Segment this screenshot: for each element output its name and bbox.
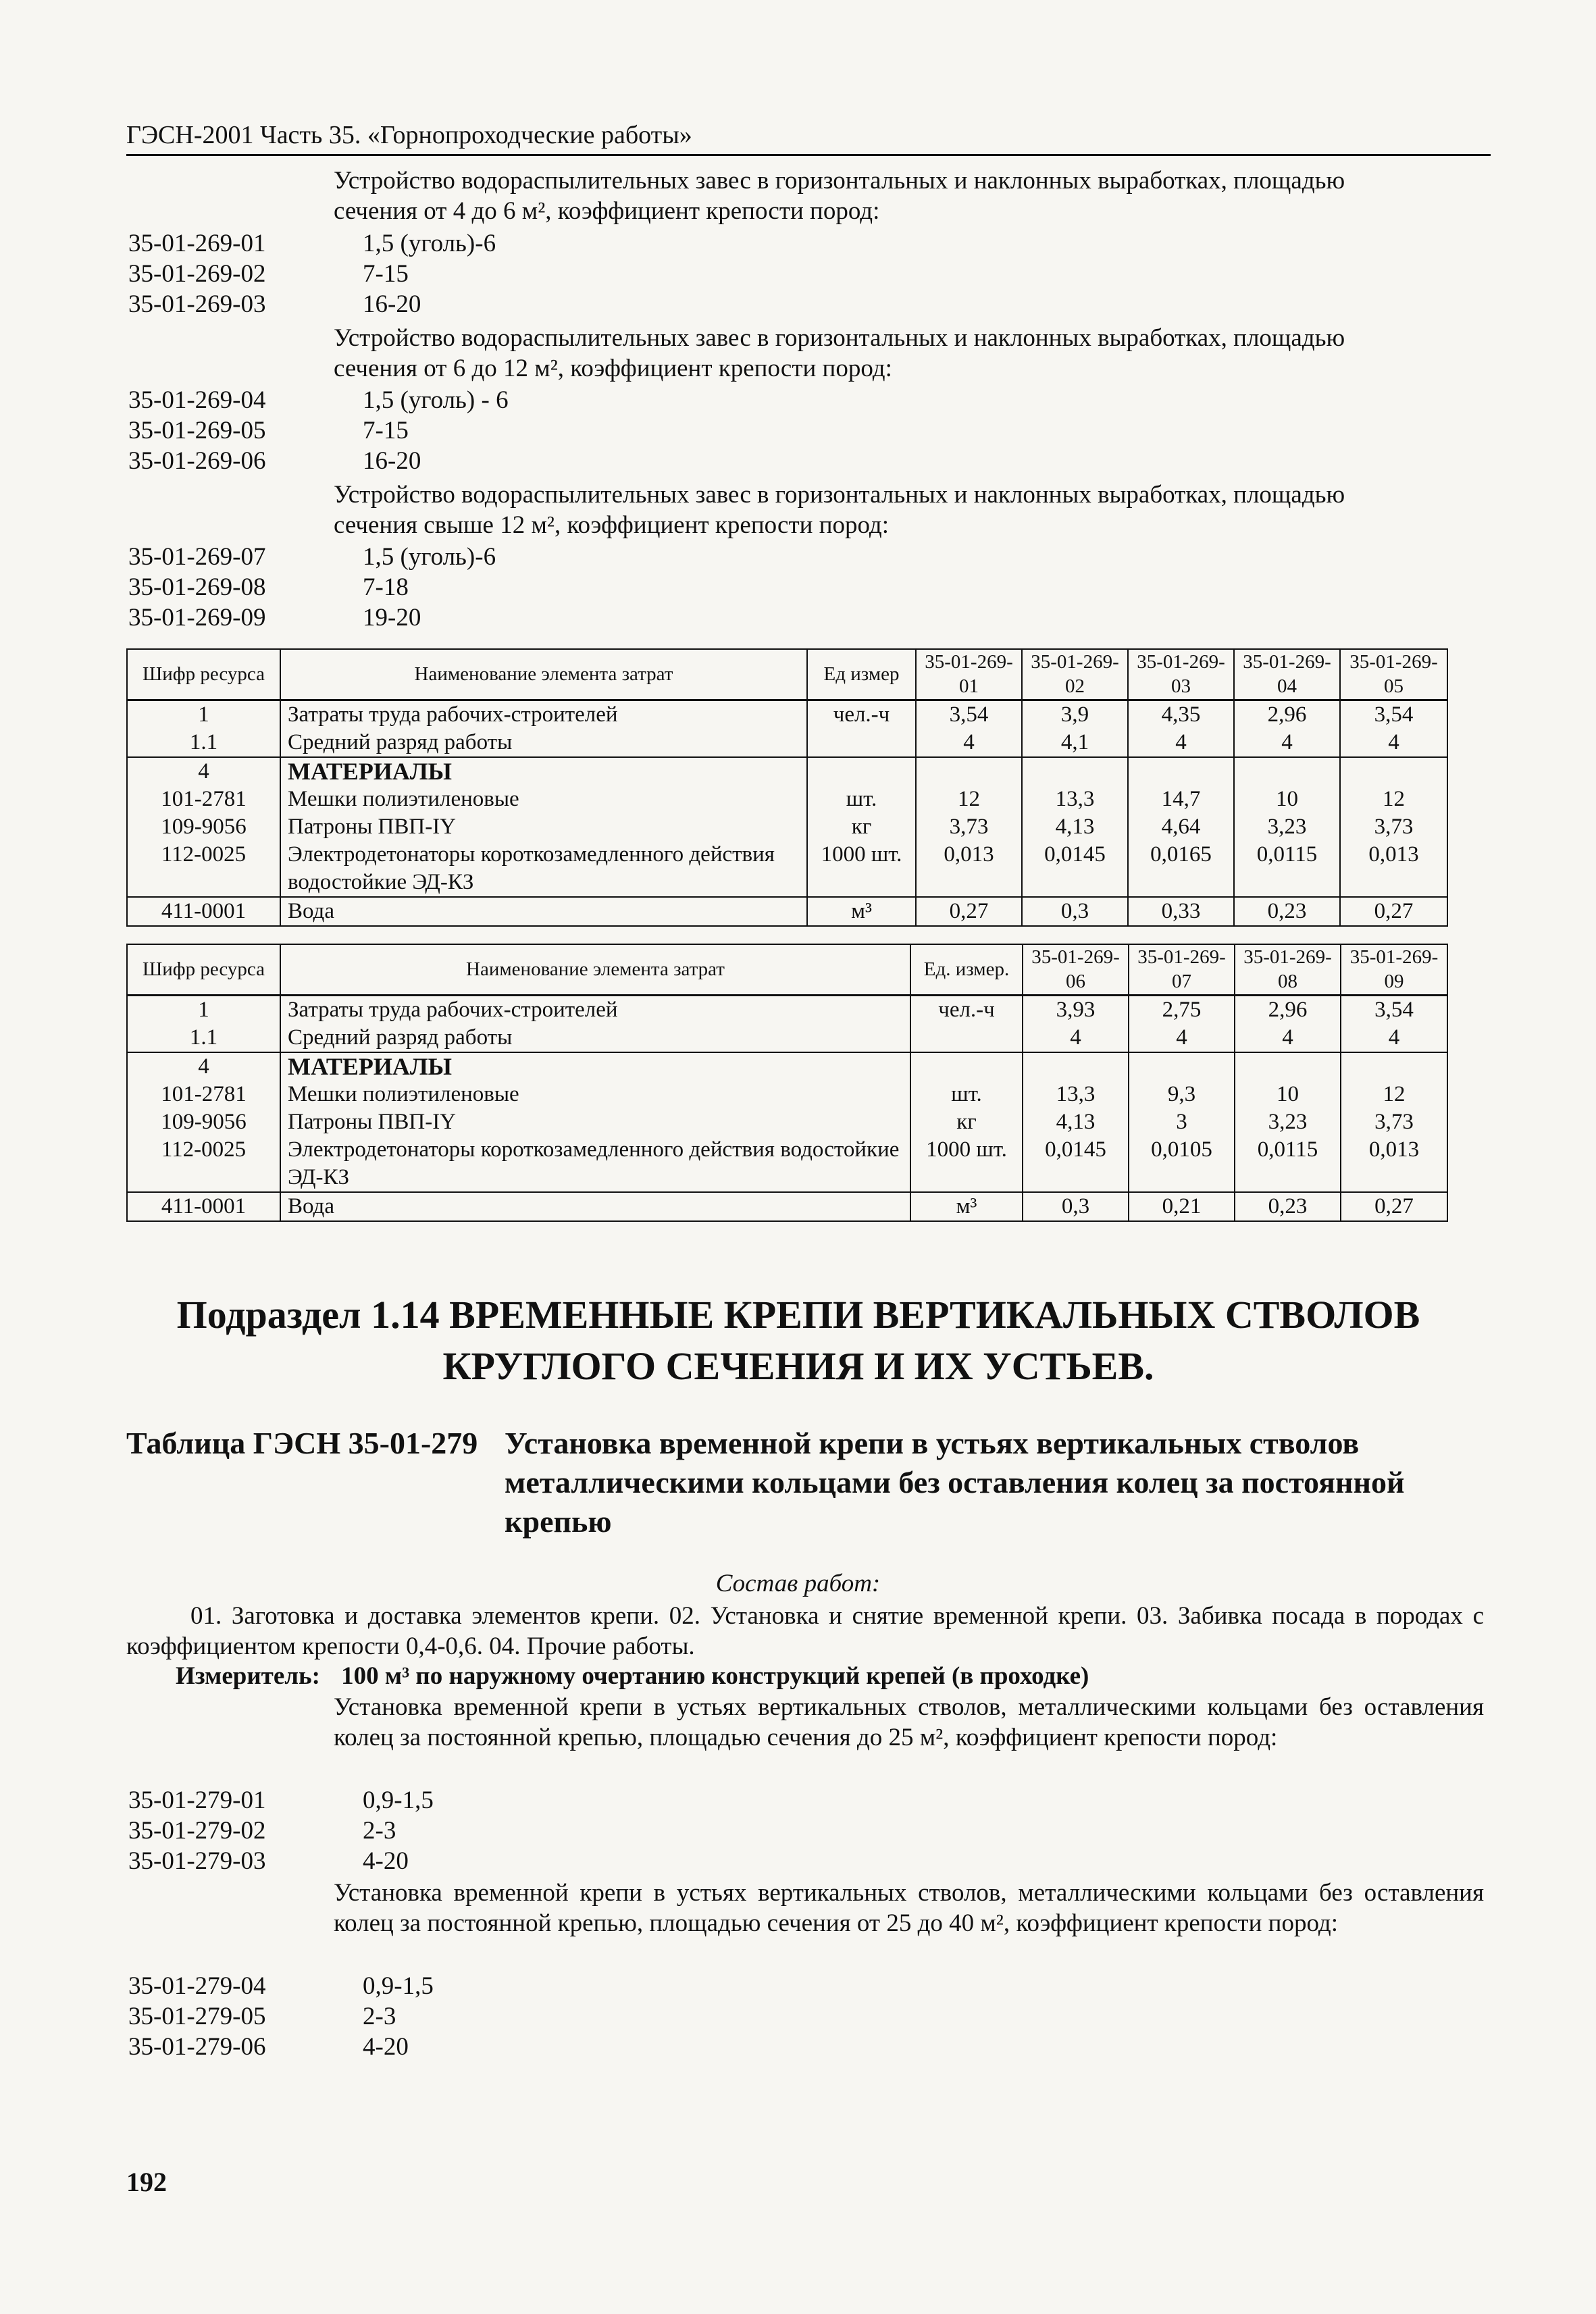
- cell: 4: [127, 1052, 280, 1081]
- cell: 12: [1341, 1081, 1447, 1108]
- table-row: [127, 897, 1447, 926]
- norm-code: 35-01-279-05: [128, 2003, 266, 2030]
- cell: 12: [1340, 786, 1447, 813]
- cell: 4,35: [1128, 700, 1234, 729]
- norm-parameter: 7-15: [363, 417, 409, 444]
- cell: 4: [1128, 729, 1234, 757]
- cell: [1341, 1052, 1447, 1081]
- cell: 3,73: [1341, 1108, 1447, 1136]
- code-row: [128, 2001, 396, 2032]
- norm-code: 35-01-279-06: [128, 2033, 266, 2061]
- cell: 4: [1341, 1024, 1447, 1052]
- cell: Затраты труда рабочих-строителей: [280, 700, 807, 729]
- cell: 109-9056: [127, 1108, 280, 1136]
- cell: кг: [910, 1108, 1023, 1136]
- cell: 2,96: [1235, 995, 1341, 1024]
- code-row: [128, 259, 409, 289]
- cell: 0,0105: [1129, 1136, 1235, 1192]
- code-row: [128, 542, 496, 572]
- cell: Электродетонаторы короткозамедленного действия водостойкие ЭД-КЗ: [280, 841, 807, 897]
- norm-parameter: 1,5 (уголь)-6: [363, 543, 496, 571]
- cell: 4: [916, 729, 1022, 757]
- code-row: [128, 1816, 396, 1846]
- table-row: [127, 786, 1447, 813]
- cell: [916, 757, 1022, 786]
- cell: Вода: [280, 1192, 910, 1221]
- cell: 0,33: [1128, 897, 1234, 926]
- cell: 3,23: [1234, 813, 1340, 841]
- norm-code: 35-01-279-01: [128, 1786, 266, 1814]
- description-269-c: [334, 480, 1484, 540]
- cell: 0,27: [916, 897, 1022, 926]
- description-line: сечения от 6 до 12 м², коэффициент крепости пород:: [334, 355, 892, 382]
- table-row: [127, 1024, 1447, 1052]
- section-title-line-2: КРУГЛОГО СЕЧЕНИЯ И ИХ УСТЬЕВ.: [442, 1344, 1154, 1388]
- description-279-a: Установка временной крепи в устьях вертикальных стволов, металлическими кольцами без оставления колец за постоянной крепью, площадью сечения до 25 м², коэффициент крепости пород:: [334, 1693, 1484, 1751]
- cell: 112-0025: [127, 841, 280, 897]
- code-row: [128, 289, 421, 319]
- cell: 0,013: [1341, 1136, 1447, 1192]
- table-row: [127, 1136, 1447, 1192]
- code-row: [128, 1971, 434, 2001]
- header-rule: [126, 154, 1491, 156]
- norm-code: 35-01-279-03: [128, 1847, 266, 1875]
- cell: 0,0115: [1234, 841, 1340, 897]
- cell: 3,54: [1340, 700, 1447, 729]
- table-title-line-3: крепью: [505, 1504, 612, 1539]
- table-row: [127, 757, 1447, 786]
- cell: чел.-ч: [910, 995, 1023, 1024]
- cell: 3,54: [1341, 995, 1447, 1024]
- meter-line: [176, 1662, 1089, 1691]
- cell: шт.: [807, 786, 916, 813]
- cell: 0,3: [1023, 1192, 1129, 1221]
- table-row: [127, 813, 1447, 841]
- col-header-cost-element: Наименование элемента затрат: [280, 649, 807, 700]
- code-row: [128, 446, 421, 476]
- col-header-norm: 35-01-269-04: [1234, 649, 1340, 700]
- col-header-norm: 35-01-269-06: [1023, 944, 1129, 995]
- col-header-resource-code: Шифр ресурса: [127, 944, 280, 995]
- cell: 0,3: [1022, 897, 1128, 926]
- cell: 1000 шт.: [807, 841, 916, 897]
- norm-code: 35-01-269-04: [128, 386, 266, 414]
- cell: 411-0001: [127, 897, 280, 926]
- cell-section-heading: МАТЕРИАЛЫ: [280, 1052, 910, 1081]
- cell: 4: [1023, 1024, 1129, 1052]
- cell: шт.: [910, 1081, 1023, 1108]
- cell: [1022, 757, 1128, 786]
- norm-parameter: 4-20: [363, 2033, 409, 2061]
- col-header-cost-element: Наименование элемента затрат: [280, 944, 910, 995]
- cell: Средний разряд работы: [280, 1024, 910, 1052]
- cell: 4: [127, 757, 280, 786]
- code-row: [128, 385, 509, 415]
- norm-parameter: 16-20: [363, 447, 421, 475]
- norm-parameter: 1,5 (уголь)-6: [363, 230, 496, 257]
- norm-code: 35-01-269-03: [128, 290, 266, 318]
- norm-code: 35-01-269-05: [128, 417, 266, 444]
- norm-code: 35-01-279-04: [128, 1972, 266, 2000]
- description-line: Устройство водораспылительных завес в горизонтальных и наклонных выработках, площадью: [334, 481, 1345, 509]
- cell: 3,73: [916, 813, 1022, 841]
- cell: 1: [127, 700, 280, 729]
- cell: 12: [916, 786, 1022, 813]
- norm-parameter: 7-18: [363, 573, 409, 601]
- cell: [807, 729, 916, 757]
- section-title-line-1: Подраздел 1.14 ВРЕМЕННЫЕ КРЕПИ ВЕРТИКАЛЬНЫХ СТВОЛОВ: [176, 1293, 1420, 1337]
- table-row: [127, 841, 1447, 897]
- code-row: [128, 602, 421, 633]
- table-title-line-1: Установка временной крепи в устьях вертикальных стволов: [505, 1426, 1360, 1460]
- norm-parameter: 0,9-1,5: [363, 1786, 434, 1814]
- cell: 13,3: [1023, 1081, 1129, 1108]
- norm-parameter: 19-20: [363, 604, 421, 632]
- cell: Мешки полиэтиленовые: [280, 1081, 910, 1108]
- cell: 3,9: [1022, 700, 1128, 729]
- cell: [1235, 1052, 1341, 1081]
- norm-parameter: 2-3: [363, 2003, 396, 2030]
- cell: 1000 шт.: [910, 1136, 1023, 1192]
- cell: [1129, 1052, 1235, 1081]
- code-row: [128, 1785, 434, 1816]
- cell: Мешки полиэтиленовые: [280, 786, 807, 813]
- description-line: Устройство водораспылительных завес в горизонтальных и наклонных выработках, площадью: [334, 167, 1345, 195]
- cell: Затраты труда рабочих-строителей: [280, 995, 910, 1024]
- cell: 1: [127, 995, 280, 1024]
- cell: 4,13: [1022, 813, 1128, 841]
- cell: Вода: [280, 897, 807, 926]
- table-row: [127, 700, 1447, 729]
- code-row: [128, 572, 409, 602]
- cell: 1.1: [127, 1024, 280, 1052]
- page-number: 192: [126, 2167, 167, 2197]
- cell: [1128, 757, 1234, 786]
- cell: 0,27: [1340, 897, 1447, 926]
- table-title-label: Таблица ГЭСН 35-01-279: [126, 1426, 478, 1460]
- cell: 0,0165: [1128, 841, 1234, 897]
- cell: 4: [1235, 1024, 1341, 1052]
- col-header-norm: 35-01-269-05: [1340, 649, 1447, 700]
- code-row: [128, 228, 496, 259]
- cell: 4,13: [1023, 1108, 1129, 1136]
- norm-code: 35-01-269-09: [128, 604, 266, 632]
- col-header-resource-code: Шифр ресурса: [127, 649, 280, 700]
- norm-parameter: 1,5 (уголь) - 6: [363, 386, 509, 414]
- cell: 2,75: [1129, 995, 1235, 1024]
- cell: [1023, 1052, 1129, 1081]
- table-row: [127, 1052, 1447, 1081]
- col-header-norm: 35-01-269-08: [1235, 944, 1341, 995]
- code-row: [128, 2032, 409, 2062]
- composition-label: Состав работ:: [715, 1570, 881, 1597]
- col-header-norm: 35-01-269-01: [916, 649, 1022, 700]
- col-header-unit: Ед. измер.: [910, 944, 1023, 995]
- meter-value: 100 м³ по наружному очертанию конструкций крепей (в проходке): [341, 1662, 1089, 1690]
- cell: 0,0145: [1023, 1136, 1129, 1192]
- cell: 3,93: [1023, 995, 1129, 1024]
- cell: 0,0115: [1235, 1136, 1341, 1192]
- cell: 112-0025: [127, 1136, 280, 1192]
- cell: м³: [910, 1192, 1023, 1221]
- description-269-b: [334, 323, 1484, 384]
- cell: 14,7: [1128, 786, 1234, 813]
- norm-code: 35-01-269-07: [128, 543, 266, 571]
- cell: [807, 757, 916, 786]
- cell: 3,73: [1340, 813, 1447, 841]
- norm-parameter: 4-20: [363, 1847, 409, 1875]
- norm-code: 35-01-269-01: [128, 230, 266, 257]
- code-row: [128, 415, 409, 446]
- cell: 4: [1340, 729, 1447, 757]
- norm-parameter: 7-15: [363, 260, 409, 288]
- cell: 4,1: [1022, 729, 1128, 757]
- cell: м³: [807, 897, 916, 926]
- cell: 0,23: [1235, 1192, 1341, 1221]
- table-row: [127, 1108, 1447, 1136]
- cell: 101-2781: [127, 1081, 280, 1108]
- cell: 101-2781: [127, 786, 280, 813]
- cell: 4: [1234, 729, 1340, 757]
- table-row: [127, 1081, 1447, 1108]
- cell-section-heading: МАТЕРИАЛЫ: [280, 757, 807, 786]
- norm-code: 35-01-279-02: [128, 1817, 266, 1845]
- norm-code: 35-01-269-08: [128, 573, 266, 601]
- table-row: [127, 1192, 1447, 1221]
- cell: [1340, 757, 1447, 786]
- cell: Средний разряд работы: [280, 729, 807, 757]
- cell: 0,21: [1129, 1192, 1235, 1221]
- norm-parameter: 0,9-1,5: [363, 1972, 434, 2000]
- cell: [1234, 757, 1340, 786]
- cell: 9,3: [1129, 1081, 1235, 1108]
- meter-label: Измеритель:: [176, 1662, 320, 1690]
- running-header: ГЭСН-2001 Часть 35. «Горнопроходческие работы»: [126, 121, 692, 149]
- cell: 4,64: [1128, 813, 1234, 841]
- cell: 4: [1129, 1024, 1235, 1052]
- col-header-norm: 35-01-269-07: [1129, 944, 1235, 995]
- code-row: [128, 1846, 409, 1876]
- cell: 3,23: [1235, 1108, 1341, 1136]
- cell: Патроны ПВП-IY: [280, 1108, 910, 1136]
- norm-parameter: 16-20: [363, 290, 421, 318]
- norm-code: 35-01-269-06: [128, 447, 266, 475]
- cell: 10: [1235, 1081, 1341, 1108]
- table-row: [127, 995, 1447, 1024]
- col-header-unit: Ед измер: [807, 649, 916, 700]
- cell: 13,3: [1022, 786, 1128, 813]
- cell: 0,013: [916, 841, 1022, 897]
- description-269-a: [334, 165, 1484, 226]
- works-text: 01. Заготовка и доставка элементов крепи. 02. Установка и снятие временной крепи. 03. Забивка посада в породах с коэффициентом крепости 0,4-0,6. 04. Прочие работы.: [126, 1602, 1484, 1660]
- description-line: сечения свыше 12 м², коэффициент крепости пород:: [334, 511, 890, 539]
- cell: 3,54: [916, 700, 1022, 729]
- resource-table-269-01-05: [126, 648, 1448, 927]
- cell: 109-9056: [127, 813, 280, 841]
- col-header-norm: 35-01-269-03: [1128, 649, 1234, 700]
- cell: Электродетонаторы короткозамедленного действия водостойкие ЭД-КЗ: [280, 1136, 910, 1192]
- description-line: Устройство водораспылительных завес в горизонтальных и наклонных выработках, площадью: [334, 324, 1345, 352]
- cell: кг: [807, 813, 916, 841]
- table-row: [127, 729, 1447, 757]
- cell: 0,013: [1340, 841, 1447, 897]
- table-title-line-2: металлическими кольцами без оставления колец за постоянной: [505, 1465, 1405, 1499]
- cell: чел.-ч: [807, 700, 916, 729]
- cell: Патроны ПВП-IY: [280, 813, 807, 841]
- norm-code: 35-01-269-02: [128, 260, 266, 288]
- cell: 0,27: [1341, 1192, 1447, 1221]
- cell: 2,96: [1234, 700, 1340, 729]
- norm-parameter: 2-3: [363, 1817, 396, 1845]
- description-line: сечения от 4 до 6 м², коэффициент крепости пород:: [334, 197, 880, 225]
- cell: 411-0001: [127, 1192, 280, 1221]
- cell: [910, 1052, 1023, 1081]
- description-279-b: Установка временной крепи в устьях вертикальных стволов, металлическими кольцами без оставления колец за постоянной крепью, площадью сечения от 25 до 40 м², коэффициент крепости пород:: [334, 1879, 1484, 1937]
- col-header-norm: 35-01-269-09: [1341, 944, 1447, 995]
- resource-table-269-06-09: [126, 944, 1448, 1222]
- cell: 0,23: [1234, 897, 1340, 926]
- cell: 1.1: [127, 729, 280, 757]
- cell: 0,0145: [1022, 841, 1128, 897]
- cell: [910, 1024, 1023, 1052]
- cell: 3: [1129, 1108, 1235, 1136]
- cell: 10: [1234, 786, 1340, 813]
- col-header-norm: 35-01-269-02: [1022, 649, 1128, 700]
